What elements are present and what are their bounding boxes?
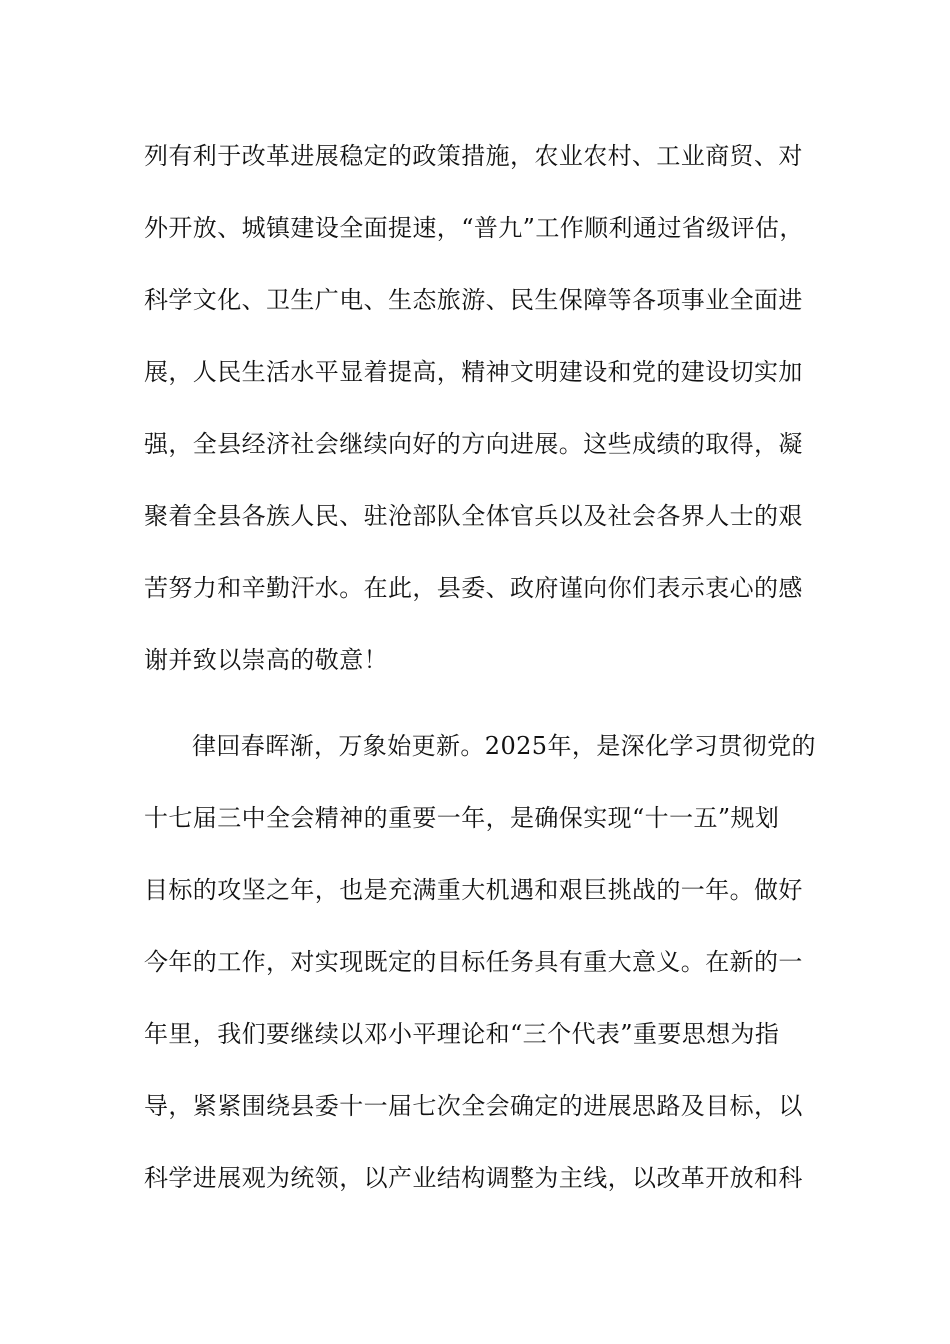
paragraph-2-line-4: 今年的工作，对实现既定的目标任务具有重大意义。在新的一 [144,948,803,976]
paragraph-1-line-8: 谢并致以崇高的敬意！ [144,646,388,674]
paragraph-1-line-2: 外开放、城镇建设全面提速，“普九”工作顺利通过省级评估， [144,214,804,242]
paragraph-2-line-2: 十七届三中全会精神的重要一年，是确保实现“十一五”规划 [144,804,780,832]
paragraph-2-line-5: 年里，我们要继续以邓小平理论和“三个代表”重要思想为指 [144,1020,780,1048]
paragraph-2-line-7: 科学进展观为统领，以产业结构调整为主线，以改革开放和科 [144,1164,803,1192]
paragraph-1-line-3: 科学文化、卫生广电、生态旅游、民生保障等各项事业全面进 [144,286,803,314]
paragraph-1-line-5: 强，全县经济社会继续向好的方向进展。这些成绩的取得，凝 [144,430,803,458]
paragraph-1-line-7: 苦努力和辛勤汗水。在此，县委、政府谨向你们表示衷心的感 [144,574,803,602]
paragraph-2-line-3: 目标的攻坚之年，也是充满重大机遇和艰巨挑战的一年。做好 [144,876,803,904]
paragraph-1-line-4: 展，人民生活水平显着提高，精神文明建设和党的建设切实加 [144,358,803,386]
paragraph-2-line-1: 律回春晖渐，万象始更新。2025年，是深化学习贯彻党的 [192,732,816,760]
paragraph-1-line-1: 列有利于改革进展稳定的政策措施，农业农村、工业商贸、对 [144,142,803,170]
paragraph-2-line-6: 导，紧紧围绕县委十一届七次全会确定的进展思路及目标，以 [144,1092,803,1120]
paragraph-1-line-6: 聚着全县各族人民、驻沧部队全体官兵以及社会各界人士的艰 [144,502,803,530]
